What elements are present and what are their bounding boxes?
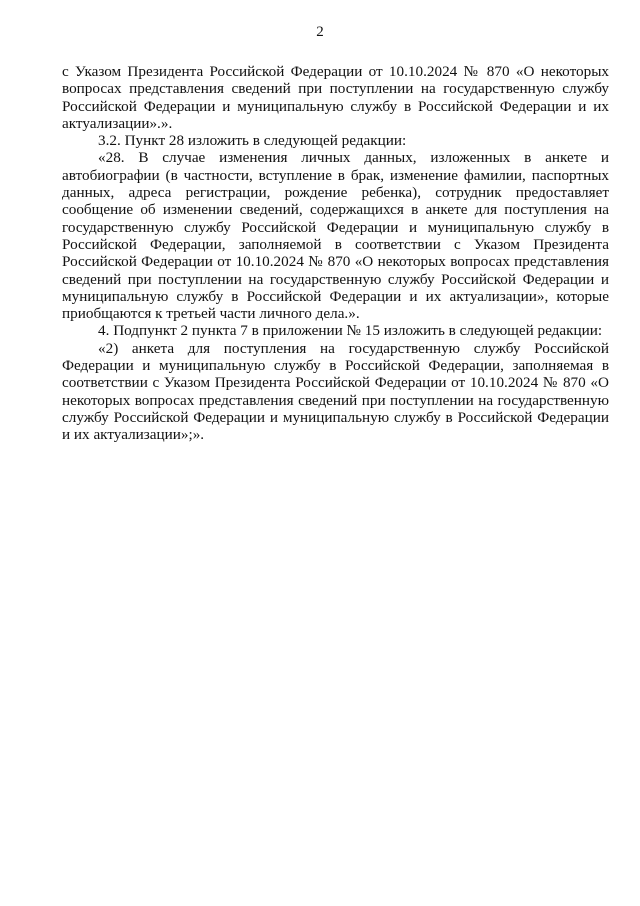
- paragraph-item-4: 4. Подпункт 2 пункта 7 в приложении № 15 изложить в следующей редакции:: [98, 322, 603, 340]
- paragraph-point-28: «28. В случае изменения личных данных, изложенных в анкете и автобиографии (в частности, вступление в брак, изменение фамилии, паспортных данных, адреса регистрации, рождение ребенка), сотрудник предоставляет сообщение об изменении сведений, содержащихся в анкете для поступления на государственную службу Российской Федерации и муниципальную службу в Российской Федерации, заполняемой в соответствии с Указом Президента Российской Федерации от 10.10.2024 № 870 «О некоторых вопросах представления сведений при поступлении на государственную службу Российской Федерации и муниципальную службу в Российской Федерации и их актуализации», которые приобщаются к третьей части личного дела.».: [62, 149, 609, 323]
- paragraph-continuation: с Указом Президента Российской Федерации от 10.10.2024 № 870 «О некоторых вопросах представления сведений при поступлении на государственную службу Российской Федерации и муниципальную службу в Российской Федерации и их актуализации».».: [62, 63, 609, 132]
- page-number: 2: [316, 24, 324, 40]
- paragraph-subpoint-2: «2) анкета для поступления на государственную службу Российской Федерации и муниципальную службу в Российской Федерации, заполняемая в соответствии с Указом Президента Российской Федерации от 10.10.2024 № 870 «О некоторых вопросах представления сведений при поступлении на государственную службу Российской Федерации и муниципальную службу в Российской Федерации и их актуализации»;».: [62, 339, 609, 444]
- document-body: [62, 63, 609, 444]
- paragraph-item-3-2: 3.2. Пункт 28 изложить в следующей редакции:: [98, 132, 407, 150]
